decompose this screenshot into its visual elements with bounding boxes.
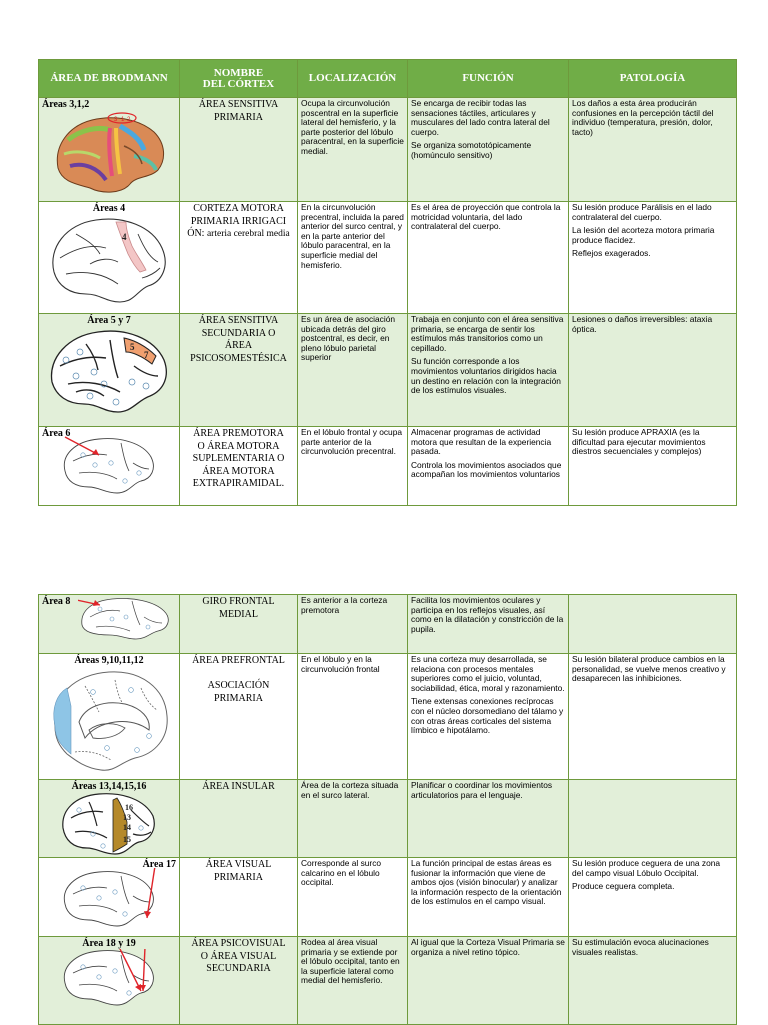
area-cell — [39, 780, 180, 858]
name-line: O ÁREA MOTORA — [197, 440, 280, 452]
localizacion-cell — [298, 314, 408, 427]
area-cell — [39, 937, 180, 1025]
patologia-cell — [569, 202, 737, 314]
brain-mark: 16 — [125, 803, 133, 812]
name-line: PRIMARIA IRRIGACI — [190, 215, 287, 227]
localizacion-text: En la circunvolución precentral, incluida la pared anterior del surco central, y en la parte anterior del lóbulo paracentral, en la superficie medial del hemisferio. — [301, 202, 404, 270]
localizacion-text: Es anterior a la corteza premotora — [301, 595, 388, 615]
funcion-text: Trabaja en conjunto con el área sensitiva primaria, se encarga de sentir los estímulos más transitorios como un cepillado. — [411, 314, 564, 353]
funcion-text: Se encarga de recibir todas las sensaciones táctiles, articulares y musculares del lado contra lateral del cuerpo. — [411, 98, 550, 137]
area-label: Área 6 — [42, 428, 71, 439]
localizacion-text: En el lóbulo frontal y ocupa parte anterior de la circunvolución precentral. — [301, 427, 403, 457]
funcion-text: Controla los movimientos asociados que acompañan los movimientos voluntarios — [411, 459, 562, 480]
brain-mark: 2 — [127, 117, 131, 123]
area-cell — [39, 202, 180, 314]
header-row — [39, 60, 737, 98]
table-row — [39, 98, 737, 202]
name-line: CORTEZA MOTORA — [193, 203, 284, 214]
name-line: ASOCIACIÓN — [207, 680, 270, 691]
name-line: ÁREA — [224, 340, 253, 351]
name-line: SECUNDARIA O — [201, 327, 276, 339]
table-row — [39, 654, 737, 780]
patologia-text: Su lesión produce APRAXIA (es la dificultad para ejecutar movimientos diestros secuenciales y complejos) — [572, 427, 706, 457]
area-cell — [39, 98, 180, 202]
brain-mark: 13 — [123, 813, 131, 822]
area-label: Áreas 13,14,15,16 — [71, 781, 147, 792]
name-line: ÁREA PREFRONTAL — [192, 655, 285, 666]
area-label: Área 17 — [142, 859, 176, 870]
name-line: ÁREA INSULAR — [202, 781, 275, 792]
funcion-cell — [408, 858, 569, 937]
name-line: PSICOSOMESTÉSICA — [190, 352, 287, 364]
brain-mark: 7 — [144, 350, 149, 360]
area-label: Área 5 y 7 — [87, 315, 131, 326]
funcion-cell — [408, 595, 569, 654]
patologia-text: Lesiones o daños irreversibles: ataxia óptica. — [572, 314, 713, 334]
brain-diagram — [59, 949, 159, 1009]
area-cell — [39, 314, 180, 427]
name-line: EXTRAPIRAMIDAL. — [192, 478, 285, 489]
localizacion-cell — [298, 937, 408, 1025]
name-cell — [180, 654, 298, 780]
name-cell — [180, 202, 298, 314]
name-line: GIRO FRONTAL — [202, 596, 275, 607]
patologia-cell — [569, 654, 737, 780]
brodmann-table-1 — [38, 59, 737, 506]
header-patologia: PATOLOGÍA — [569, 60, 737, 98]
localizacion-text: Área de la corteza situada en el surco lateral. — [301, 780, 399, 800]
area-label: Áreas 3,1,2 — [42, 99, 90, 110]
funcion-text: La función principal de estas áreas es fusionar la información que viene de ambos ojos (visión binocular) y analizar la información respecto de la orientación de los estímulos en el campo visual. — [411, 858, 562, 907]
funcion-cell — [408, 202, 569, 314]
patologia-cell — [569, 427, 737, 506]
name-line: ÁREA PREMOTORA — [193, 428, 284, 439]
header-area: ÁREA DE BRODMANN — [39, 60, 180, 98]
name-line: ÓN: — [187, 228, 205, 239]
funcion-cell — [408, 937, 569, 1025]
patologia-cell — [569, 858, 737, 937]
funcion-text: Tiene extensas conexiones recíprocas con el núcleo dorsomediano del tálamo y con otras áreas corticales del sistema límbico e hipotálamo. — [411, 696, 564, 736]
name-line: ÁREA SENSITIVA — [198, 315, 279, 326]
name-line: ÁREA MOTORA — [202, 465, 275, 477]
header-localizacion: LOCALIZACIÓN — [298, 60, 408, 98]
name-line: SUPLEMENTARIA O — [192, 453, 285, 464]
table-row — [39, 937, 737, 1025]
brain-diagram — [46, 214, 172, 310]
name-cell — [180, 937, 298, 1025]
brodmann-table-2 — [38, 594, 737, 1025]
funcion-text: Es una corteza muy desarrollada, se relaciona con procesos mentales superiores como el juicio, voluntad, sociabilidad, ética, moral y razonamiento. — [411, 654, 565, 693]
funcion-text: Su función corresponde a los movimientos voluntarios dirigidos hacia un destino en relación con la integración de los estímulos visuales. — [411, 356, 561, 396]
name-line: SECUNDARIA — [206, 963, 271, 974]
name-cell — [180, 314, 298, 427]
funcion-text: Planificar o coordinar los movimientos articulatorios para el lenguaje. — [411, 780, 553, 800]
brain-mark: 15 — [123, 835, 131, 844]
area-cell — [39, 858, 180, 937]
localizacion-cell — [298, 595, 408, 654]
brain-mark: 3 — [114, 117, 118, 123]
area-cell — [39, 427, 180, 506]
table-row — [39, 202, 737, 314]
brain-diagram — [46, 326, 172, 422]
area-label: Áreas 4 — [92, 203, 126, 214]
table-row — [39, 595, 737, 654]
patologia-text: Su lesión produce Parálisis en el lado contralateral del cuerpo. — [572, 202, 712, 222]
name-cell — [180, 98, 298, 202]
localizacion-text: Es un área de asociación ubicada detrás del giro postcentral, es decir, en pleno lóbulo parietal superior — [301, 314, 396, 363]
name-line: PRIMARIA — [214, 871, 263, 883]
patologia-cell — [569, 595, 737, 654]
name-line: ÁREA VISUAL — [205, 859, 272, 870]
area-label: Áreas 9,10,11,12 — [74, 655, 144, 666]
patologia-text: Su lesión bilateral produce cambios en la personalidad, se vuelve menos creativo y desaparecen las inhibiciones. — [572, 654, 726, 684]
localizacion-cell — [298, 202, 408, 314]
patologia-text: Su lesión produce ceguera de una zona del campo visual Lóbulo Occipital. — [572, 858, 721, 878]
table-row — [39, 858, 737, 937]
name-line: ÁREA SENSITIVA — [198, 99, 279, 110]
area-label: Área 8 — [42, 596, 71, 607]
localizacion-text: En el lóbulo y en la circunvolución frontal — [301, 654, 380, 674]
header-name-line2: DEL CÓRTEX — [202, 77, 275, 90]
patologia-text: Los daños a esta área producirán confusiones en la percepción táctil del individuo (temperatura, presión, dolor, tacto) — [572, 98, 714, 137]
name-cell — [180, 858, 298, 937]
patologia-cell — [569, 780, 737, 858]
brain-diagram — [45, 666, 173, 776]
patologia-text: La lesión del acorteza motora primaria produce flacidez. — [572, 225, 715, 245]
header-name-line1: NOMBRE — [213, 66, 264, 79]
brain-diagram — [78, 597, 174, 641]
name-cell — [180, 427, 298, 506]
brain-diagram — [50, 110, 168, 198]
area-cell — [39, 654, 180, 780]
patologia-text: Reflejos exagerados. — [572, 248, 651, 259]
brain-diagram — [59, 435, 159, 497]
brain-mark: 1 — [121, 117, 125, 123]
patologia-cell — [569, 314, 737, 427]
area-cell — [39, 595, 180, 654]
brain-mark: 4 — [122, 232, 127, 242]
patologia-text: Produce ceguera completa. — [572, 881, 675, 892]
name-line: O ÁREA VISUAL — [200, 950, 277, 962]
name-line: PRIMARIA — [214, 111, 263, 123]
localizacion-text: Corresponde al surco calcarino en el lóbulo occipital. — [301, 858, 382, 888]
localizacion-text: Ocupa la circunvolución poscentral en la superficie lateral del hemisferio, y la parte posterior del lóbulo paracentral, en la superficie medial. — [301, 98, 404, 156]
localizacion-cell — [298, 98, 408, 202]
localizacion-cell — [298, 858, 408, 937]
area-label: Área 18 y 19 — [82, 938, 136, 949]
name-sub: arteria cerebral media — [206, 229, 290, 239]
funcion-text: Se organiza somototópicamente (homúnculo sensitivo) — [411, 140, 532, 160]
brain-mark: 14 — [123, 823, 131, 832]
table-row — [39, 427, 737, 506]
localizacion-cell — [298, 427, 408, 506]
patologia-cell — [569, 937, 737, 1025]
funcion-text: Al igual que la Corteza Visual Primaria se organiza a nivel retino tópico. — [411, 937, 565, 957]
header-name — [180, 60, 298, 98]
name-line: MEDIAL — [219, 608, 258, 620]
brain-diagram — [59, 868, 159, 930]
patologia-cell — [569, 98, 737, 202]
brain-mark: 5 — [130, 342, 135, 352]
funcion-cell — [408, 98, 569, 202]
funcion-text: Almacenar programas de actividad motora que resultan de la experiencia pasada. — [411, 427, 552, 457]
name-line: ÁREA PSICOVISUAL — [191, 938, 286, 949]
header-funcion: FUNCIÓN — [408, 60, 569, 98]
funcion-cell — [408, 654, 569, 780]
brain-diagram — [59, 792, 159, 856]
funcion-text: Es el área de proyección que controla la motricidad voluntaria, del lado contralateral del cuerpo. — [411, 202, 561, 232]
table-row — [39, 314, 737, 427]
localizacion-text: Rodea al área visual primaria y se extiende por el lóbulo occipital, tanto en la superficie lateral como medial del hemisferio. — [301, 937, 400, 986]
localizacion-cell — [298, 654, 408, 780]
funcion-cell — [408, 314, 569, 427]
funcion-cell — [408, 427, 569, 506]
name-line: PRIMARIA — [214, 692, 263, 704]
name-cell — [180, 780, 298, 858]
name-cell — [180, 595, 298, 654]
funcion-text: Facilita los movimientos oculares y participa en los reflejos visuales, así como en la dilatación y constricción de la pupila. — [411, 595, 564, 634]
localizacion-cell — [298, 780, 408, 858]
table-row — [39, 780, 737, 858]
funcion-cell — [408, 780, 569, 858]
patologia-text: Su estimulación evoca alucinaciones visuales realistas. — [572, 937, 709, 957]
